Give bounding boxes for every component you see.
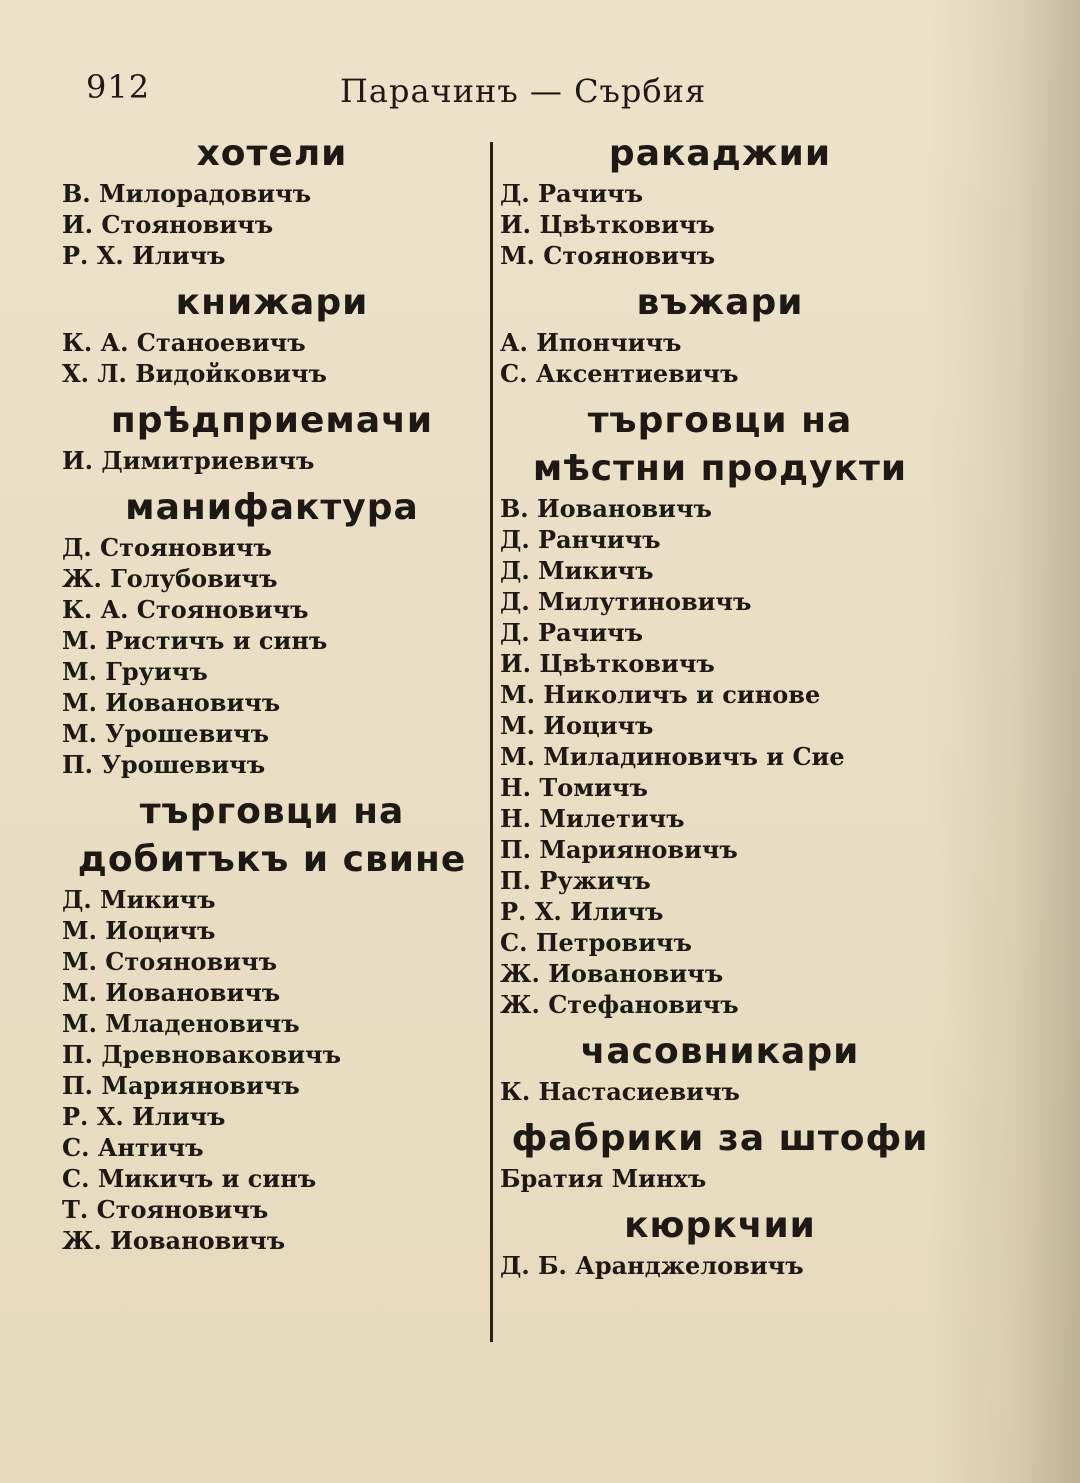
section-heading: манифактура — [125, 487, 419, 528]
entry-list — [500, 1163, 940, 1194]
page-number: 912 — [86, 68, 151, 106]
entry-list — [500, 327, 940, 389]
entry-list — [62, 884, 482, 1256]
listing-entry: Ж. Иовановичъ — [62, 1226, 286, 1255]
listing-entry: П. Ружичъ — [500, 866, 651, 895]
listing-entry: М. Иоцичъ — [62, 916, 216, 945]
section-block — [62, 397, 482, 476]
section-heading: ракаджии — [608, 133, 832, 174]
listing-entry: Р. Х. Иличъ — [500, 897, 664, 926]
listing-entry: Р. Х. Иличъ — [62, 1102, 226, 1131]
section-block — [500, 279, 940, 389]
entry-list — [500, 178, 940, 271]
listing-entry: Д. Рачичъ — [500, 179, 643, 208]
listing-entry: С. Аксентиевичъ — [500, 359, 739, 388]
listing-entry: М. Урошевичъ — [62, 719, 270, 748]
section-heading: фабрики за штофи — [511, 1118, 929, 1159]
listing-entry: П. Марияновичъ — [500, 835, 738, 864]
listing-entry: И. Стояновичъ — [62, 210, 274, 239]
listing-entry: Х. Л. Видойковичъ — [62, 359, 327, 388]
left-column — [62, 130, 482, 1264]
listing-entry: В. Милорадовичъ — [62, 179, 312, 208]
entry-list — [62, 178, 482, 271]
section-block — [500, 397, 940, 1020]
listing-entry: Р. Х. Иличъ — [62, 241, 226, 270]
listing-entry: М. Ристичъ и синъ — [62, 626, 328, 655]
listing-entry: М. Миладиновичъ и Сие — [500, 742, 845, 771]
listing-entry: Д. Б. Аранджеловичъ — [500, 1251, 804, 1280]
running-title: Парачинъ — Сърбия — [340, 72, 707, 110]
listing-entry: И. Цвѣтковичъ — [500, 649, 715, 678]
listing-entry: К. Настасиевичъ — [500, 1077, 740, 1106]
entry-list — [500, 1250, 940, 1281]
listing-entry: М. Иовановичъ — [62, 978, 281, 1007]
listing-entry: Д. Стояновичъ — [62, 533, 272, 562]
section-block — [500, 1202, 940, 1281]
listing-entry: К. А. Стояновичъ — [62, 595, 309, 624]
section-block — [62, 788, 482, 1256]
listing-entry: П. Древноваковичъ — [62, 1040, 342, 1069]
listing-entry: М. Груичъ — [62, 657, 208, 686]
section-block — [500, 1115, 940, 1194]
listing-entry: Братия Минхъ — [500, 1164, 707, 1193]
page-header — [0, 68, 1080, 118]
section-heading: часовникари — [580, 1031, 860, 1072]
section-heading: книжари — [175, 282, 369, 323]
section-block — [62, 130, 482, 271]
section-heading: въжари — [636, 282, 804, 323]
listing-entry: М. Стояновичъ — [500, 241, 716, 270]
section-heading: хотели — [196, 133, 348, 174]
listing-entry: Д. Ранчичъ — [500, 525, 661, 554]
listing-entry: Т. Стояновичъ — [62, 1195, 269, 1224]
entry-list — [62, 327, 482, 389]
listing-entry: С. Античъ — [62, 1133, 204, 1162]
listing-entry: В. Иовановичъ — [500, 494, 712, 523]
listing-entry: А. Ипончичъ — [500, 328, 682, 357]
listing-entry: П. Марияновичъ — [62, 1071, 300, 1100]
entry-list — [500, 1076, 940, 1107]
listing-entry: К. А. Станоевичъ — [62, 328, 306, 357]
listing-entry: М. Николичъ и синове — [500, 680, 821, 709]
listing-entry: Ж. Голубовичъ — [62, 564, 278, 593]
listing-entry: С. Микичъ и синъ — [62, 1164, 317, 1193]
column-divider — [490, 142, 493, 1342]
listing-entry: Д. Микичъ — [62, 885, 216, 914]
listing-entry: Д. Милутиновичъ — [500, 587, 752, 616]
listing-entry: М. Стояновичъ — [62, 947, 278, 976]
listing-entry: Н. Милетичъ — [500, 804, 685, 833]
listing-entry: Д. Рачичъ — [500, 618, 643, 647]
entry-list — [500, 493, 940, 1020]
section-heading: търговци на добитъкъ и свине — [77, 791, 467, 880]
listing-entry: П. Урошевичъ — [62, 750, 266, 779]
right-column — [500, 130, 940, 1289]
listing-entry: С. Петровичъ — [500, 928, 692, 957]
listing-entry: М. Иовановичъ — [62, 688, 281, 717]
listing-entry: Н. Томичъ — [500, 773, 648, 802]
entry-list — [62, 445, 482, 476]
section-heading: прѣдприемачи — [110, 400, 434, 441]
section-block — [500, 1028, 940, 1107]
section-heading: кюркчии — [624, 1205, 816, 1246]
listing-entry: И. Димитриевичъ — [62, 446, 315, 475]
listing-entry: М. Иоцичъ — [500, 711, 654, 740]
entry-list — [62, 532, 482, 780]
listing-entry: Д. Микичъ — [500, 556, 654, 585]
section-block — [62, 279, 482, 389]
listing-entry: И. Цвѣтковичъ — [500, 210, 715, 239]
section-block — [500, 130, 940, 271]
listing-entry: Ж. Иовановичъ — [500, 959, 724, 988]
section-block — [62, 484, 482, 780]
section-heading: търговци на мѣстни продукти — [532, 400, 908, 489]
listing-entry: М. Младеновичъ — [62, 1009, 300, 1038]
listing-entry: Ж. Стефановичъ — [500, 990, 739, 1019]
